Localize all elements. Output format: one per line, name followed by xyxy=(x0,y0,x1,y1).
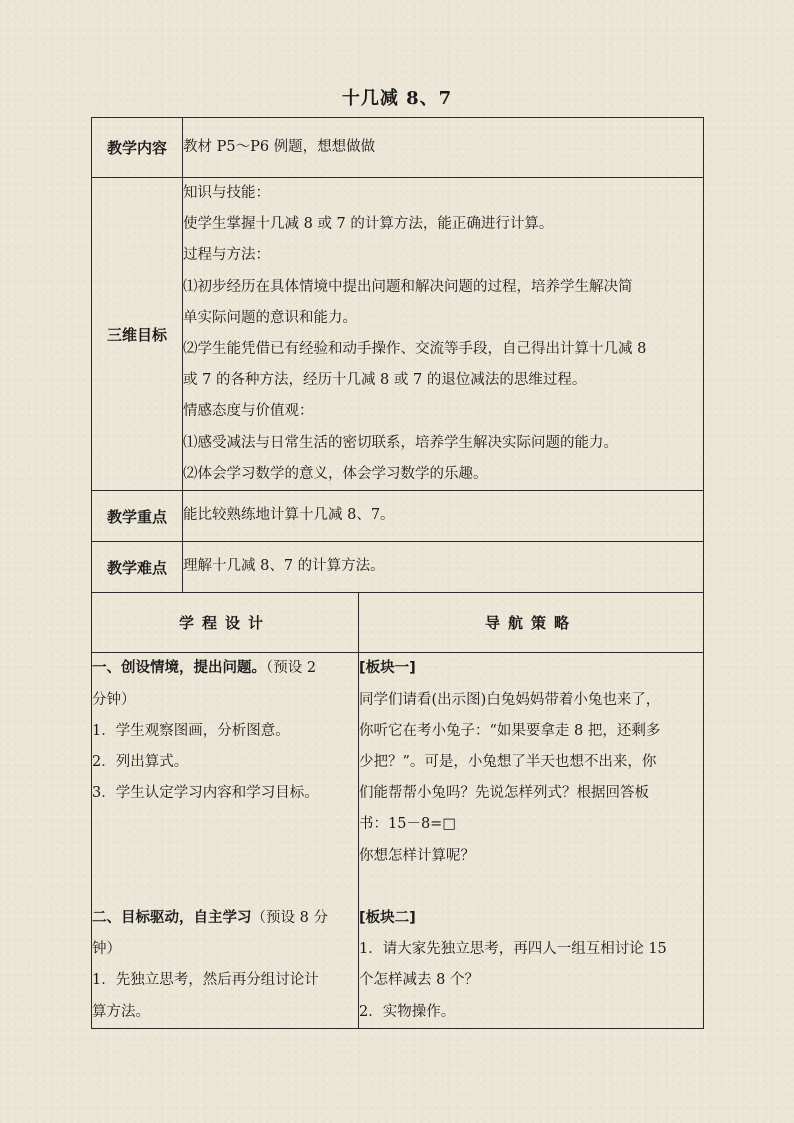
value-goals xyxy=(183,178,704,491)
row-three-dimensional-goals xyxy=(92,178,704,491)
header-navigation-strategy: 导航策略 xyxy=(359,593,704,653)
section-2-item: 算方法。 xyxy=(92,1003,150,1020)
value-teaching-content: 教材 P5～P6 例题，想想做做 xyxy=(183,118,704,178)
block-1-line: 书：15－8=□ xyxy=(359,816,457,833)
block-2-line: 2．实物操作。 xyxy=(359,1003,456,1020)
block-2-heading: [板块二] xyxy=(359,909,416,926)
goal-line: ⑴初步经历在具体情境中提出问题和解决问题的过程，培养学生解决简 xyxy=(183,278,633,295)
block-1-line: 少把？”。可是，小兔想了半天也想不出来，你 xyxy=(359,753,657,770)
section-2-title: 二、目标驱动，自主学习 xyxy=(92,909,252,926)
label-teaching-content: 教学内容 xyxy=(92,118,183,178)
spacer xyxy=(92,841,358,872)
section-1-item: 1．学生观察图画，分析图意。 xyxy=(92,722,290,739)
label-goals: 三维目标 xyxy=(92,178,183,491)
navigation-strategy-column xyxy=(359,653,704,1029)
section-1-title: 一、创设情境，提出问题。 xyxy=(92,660,266,677)
section-2-duration: （预设 8 分 xyxy=(251,909,328,926)
block-2-line: 1．请大家先独立思考，再四人一组互相讨论 15 xyxy=(359,941,667,958)
block-2-line: 个怎样减去 8 个？ xyxy=(359,972,479,989)
goal-line: 单实际问题的意识和能力。 xyxy=(183,309,357,326)
row-teaching-content xyxy=(92,118,704,178)
block-1-line: 你想怎样计算呢？ xyxy=(359,847,475,864)
goal-line: 知识与技能： xyxy=(183,185,270,201)
lesson-plan-table xyxy=(91,117,704,1029)
row-key-points xyxy=(92,491,704,542)
page-title: 十几减 8、7 xyxy=(341,88,453,109)
row-difficulties xyxy=(92,542,704,593)
header-learning-design: 学程设计 xyxy=(92,593,359,653)
spacer xyxy=(92,809,358,840)
value-key-points: 能比较熟练地计算十几减 8、7。 xyxy=(183,491,704,542)
row-column-headers xyxy=(92,593,704,653)
section-1-item: 2．列出算式。 xyxy=(92,753,189,770)
spacer xyxy=(359,872,703,903)
goal-line: 或 7 的各种方法，经历十几减 8 或 7 的退位减法的思维过程。 xyxy=(183,372,587,389)
label-key-points: 教学重点 xyxy=(92,491,183,542)
goal-line: 过程与方法： xyxy=(183,247,270,264)
value-difficulties: 理解十几减 8、7 的计算方法。 xyxy=(183,542,704,593)
learning-design-column xyxy=(92,653,359,1029)
block-1-line: 们能帮帮小兔吗？先说怎样列式？根据回答板 xyxy=(359,785,649,802)
block-1-heading: [板块一] xyxy=(359,660,416,677)
section-1-heading xyxy=(92,653,358,684)
section-2-item: 1．先独立思考，然后再分组讨论计 xyxy=(92,972,319,989)
goal-line: ⑵学生能凭借已有经验和动手操作、交流等手段，自己得出计算十几减 8 xyxy=(183,341,647,358)
block-1-line: 你听它在考小兔子：“如果要拿走 8 把，还剩多 xyxy=(359,722,661,739)
label-difficulties: 教学难点 xyxy=(92,542,183,593)
section-1-duration: （预设 2 xyxy=(266,660,317,677)
spacer xyxy=(92,872,358,903)
goal-line: 使学生掌握十几减 8 或 7 的计算方法，能正确进行计算。 xyxy=(183,216,554,233)
section-1-duration-cont: 分钟） xyxy=(92,691,136,708)
goal-line: ⑵体会学习数学的意义，体会学习数学的乐趣。 xyxy=(183,465,488,482)
section-1-item: 3．学生认定学习内容和学习目标。 xyxy=(92,785,319,802)
section-2-duration-cont: 钟） xyxy=(92,941,121,958)
goal-line: 情感态度与价值观： xyxy=(183,403,314,420)
section-2-heading xyxy=(92,903,358,934)
goal-line: ⑴感受减法与日常生活的密切联系，培养学生解决实际问题的能力。 xyxy=(183,434,618,451)
row-process xyxy=(92,653,704,1029)
block-1-line: 同学们请看(出示图)白兔妈妈带着小兔也来了， xyxy=(359,691,661,708)
